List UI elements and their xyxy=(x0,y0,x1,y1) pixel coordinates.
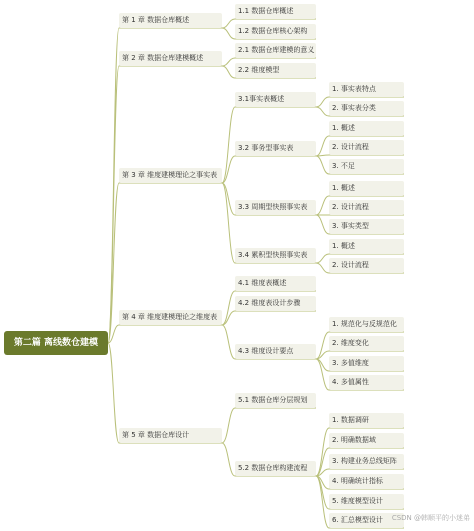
topic-node[interactable]: 2. 设计流程 xyxy=(329,140,404,155)
topic-node[interactable]: 3. 多值维度 xyxy=(329,356,404,371)
section-node[interactable]: 4.2 维度表设计步骤 xyxy=(235,296,316,311)
connector-line xyxy=(108,66,119,343)
watermark: CSDN @韩顺平的小迷弟 xyxy=(391,514,470,522)
section-node[interactable]: 4.3 维度设计要点 xyxy=(235,344,316,359)
topic-node[interactable]: 2. 事实表分类 xyxy=(329,101,404,116)
topic-node[interactable]: 5. 维度模型设计 xyxy=(329,494,404,509)
section-node[interactable]: 2.2 维度模型 xyxy=(235,63,316,78)
connector-line xyxy=(316,196,329,215)
connector-line xyxy=(222,325,235,359)
connector-line xyxy=(222,66,235,78)
connector-line xyxy=(316,97,329,107)
connector-line xyxy=(316,215,329,234)
connector-line xyxy=(222,183,235,263)
topic-node[interactable]: 2. 维度变化 xyxy=(329,336,404,351)
connector-line xyxy=(316,136,329,156)
topic-node[interactable]: 2. 设计流程 xyxy=(329,200,404,215)
chapter-node[interactable]: 第 2 章 数据仓库建模概述 xyxy=(119,51,222,66)
topic-node[interactable]: 3. 构建业务总线矩阵 xyxy=(329,454,404,469)
connector-line xyxy=(222,107,235,183)
topic-node[interactable]: 2. 设计流程 xyxy=(329,258,404,273)
connector-line xyxy=(222,443,235,476)
topic-node[interactable]: 1. 概述 xyxy=(329,181,404,196)
section-node[interactable]: 1.1 数据仓库概述 xyxy=(235,4,316,19)
connector-line xyxy=(316,359,329,390)
chapter-node[interactable]: 第 5 章 数据仓库设计 xyxy=(119,428,222,443)
section-node[interactable]: 3.4 累积型快照事实表 xyxy=(235,248,316,263)
section-node[interactable]: 2.1 数据仓库建模的意义 xyxy=(235,43,316,58)
topic-node[interactable]: 1. 数据调研 xyxy=(329,413,404,428)
chapter-node[interactable]: 第 1 章 数据仓库概述 xyxy=(119,13,222,28)
section-node[interactable]: 3.3 周期型快照事实表 xyxy=(235,200,316,215)
topic-node[interactable]: 3. 不足 xyxy=(329,159,404,174)
connector-line xyxy=(316,254,329,263)
topic-node[interactable]: 4. 明确统计指标 xyxy=(329,474,404,489)
topic-node[interactable]: 1. 概述 xyxy=(329,239,404,254)
section-node[interactable]: 3.2 事务型事实表 xyxy=(235,141,316,156)
chapter-node[interactable]: 第 3 章 维度建模理论之事实表 xyxy=(119,168,222,183)
topic-node[interactable]: 4. 多值属性 xyxy=(329,375,404,390)
topic-node[interactable]: 1. 事实表特点 xyxy=(329,82,404,97)
connector-line xyxy=(316,156,329,174)
section-node[interactable]: 4.1 维度表概述 xyxy=(235,276,316,291)
connector-line xyxy=(108,343,119,443)
section-node[interactable]: 3.1事实表概述 xyxy=(235,92,316,107)
section-node[interactable]: 5.1 数据仓库分层规划 xyxy=(235,393,316,408)
topic-node[interactable]: 1. 概述 xyxy=(329,121,404,136)
chapter-node[interactable]: 第 4 章 维度建模理论之维度表 xyxy=(119,310,222,325)
section-node[interactable]: 1.2 数据仓库核心架构 xyxy=(235,24,316,39)
connector-line xyxy=(222,58,235,66)
topic-node[interactable]: 2. 明确数据域 xyxy=(329,433,404,448)
topic-node[interactable]: 3. 事实类型 xyxy=(329,219,404,234)
section-node[interactable]: 5.2 数据仓库构建流程 xyxy=(235,461,316,476)
connector-line xyxy=(222,28,235,39)
connector-line xyxy=(316,476,329,528)
topic-node[interactable]: 1. 规范化与反规范化 xyxy=(329,317,404,332)
root-node[interactable]: 第二篇 离线数仓建模 xyxy=(4,331,108,355)
connector-line xyxy=(316,263,329,273)
connector-line xyxy=(222,291,235,325)
connector-line xyxy=(222,408,235,443)
connector-line xyxy=(316,107,329,116)
topic-node[interactable]: 6. 汇总模型设计 xyxy=(329,513,404,528)
connector-line xyxy=(222,19,235,28)
